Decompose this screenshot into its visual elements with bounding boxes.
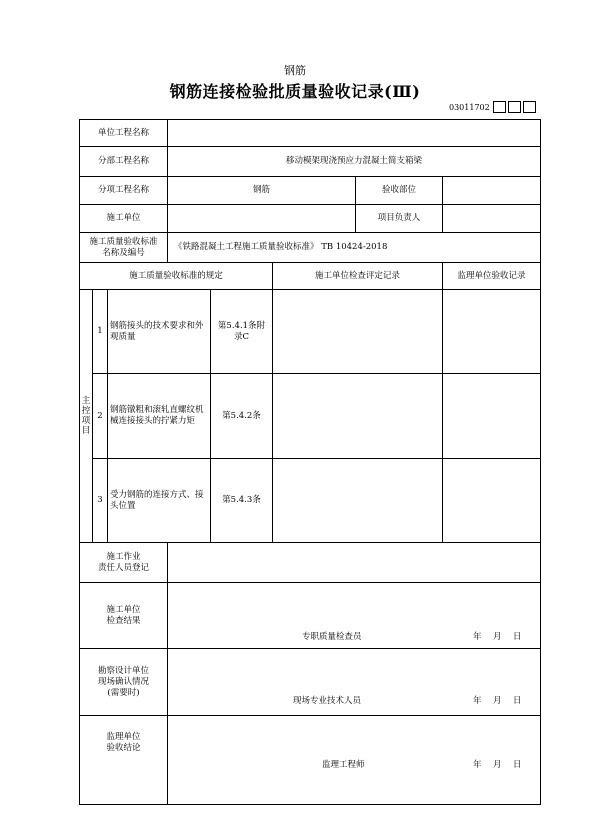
division-label: 分部工程名称 <box>97 156 149 166</box>
check-result-label <box>80 583 167 648</box>
column-header-construction-check: 施工单位检查评定记录 <box>314 270 400 281</box>
item-3-supervision-cell[interactable] <box>443 459 540 542</box>
crew-label-line1: 施工作业 <box>106 551 141 562</box>
standard-field[interactable]: 《铁路混凝土工程施工质量验收标准》 TB 10424-2018 <box>174 242 388 252</box>
column-header-supervision: 监理单位验收记录 <box>457 270 526 281</box>
supervision-date-year: 年 <box>473 759 482 770</box>
check-result-date-year: 年 <box>473 631 482 642</box>
crew-field[interactable] <box>168 543 540 582</box>
division-field[interactable]: 移动模架现浇预应力混凝土简支箱梁 <box>285 156 422 166</box>
item-1-description: 钢筋接头的技术要求和外观质量 <box>110 320 204 342</box>
crew-label-line2: 责任人员登记 <box>97 562 149 573</box>
column-header-spec: 施工质量验收标准的规定 <box>129 270 223 281</box>
supervision-date-month: 月 <box>493 759 502 770</box>
supervision-label-line1: 监理单位 <box>106 732 141 742</box>
construction-unit-label: 施工单位 <box>106 213 141 223</box>
survey-label <box>80 649 167 715</box>
form-code: 03011702 <box>449 103 490 112</box>
item-3-description: 受力钢筋的连接方式、接头位置 <box>110 489 204 511</box>
item-1-construction-check-cell[interactable] <box>273 290 442 373</box>
survey-date-year: 年 <box>473 695 482 706</box>
standard-label-line1: 施工质量验收标准 <box>89 236 158 247</box>
item-2-description: 钢筋镦粗和滚轧直螺纹机械连接接头的拧紧力矩 <box>110 405 204 426</box>
check-result-field[interactable] <box>168 583 540 629</box>
item-3-number: 3 <box>97 495 103 505</box>
supervision-date-day: 日 <box>513 759 522 770</box>
code-box-1[interactable] <box>493 101 506 113</box>
standard-label-line2: 名称及编号 <box>102 247 145 258</box>
survey-date-day: 日 <box>513 695 522 706</box>
item-1-supervision-cell[interactable] <box>443 290 540 373</box>
item-1-number: 1 <box>97 326 103 336</box>
check-result-date-month: 月 <box>493 631 502 642</box>
subdivision-label: 分项工程名称 <box>97 185 149 195</box>
check-result-date-day: 日 <box>513 631 522 642</box>
project-manager-label: 项目负责人 <box>377 213 421 223</box>
unit-project-field[interactable] <box>168 120 540 146</box>
supervision-field[interactable] <box>168 716 540 756</box>
item-3-clause: 第5.4.3条 <box>222 495 261 505</box>
subdivision-field[interactable]: 钢筋 <box>252 185 270 195</box>
item-1-clause: 第5.4.1条附录C <box>217 320 266 342</box>
item-3-construction-check-cell[interactable] <box>273 459 442 542</box>
check-result-label-line1: 施工单位 <box>106 604 141 615</box>
code-box-2[interactable] <box>508 101 521 113</box>
check-result-signer-label: 专职质量检查员 <box>302 631 362 642</box>
item-2-clause: 第5.4.2条 <box>222 410 261 421</box>
crew-label <box>80 543 167 582</box>
survey-label-line1: 勘察设计单位 <box>97 665 149 676</box>
item-2-number: 2 <box>97 410 103 421</box>
survey-label-line2: 现场确认情况 <box>97 676 149 687</box>
survey-date-month: 月 <box>493 695 502 706</box>
acceptance-part-label: 验收部位 <box>381 185 416 195</box>
supervision-label-line2: 验收结论 <box>106 743 141 753</box>
unit-project-label: 单位工程名称 <box>97 127 149 138</box>
main-control-label: 主控项目 <box>81 396 91 436</box>
acceptance-part-field[interactable] <box>443 177 540 204</box>
survey-label-line3: (需要时) <box>107 687 140 698</box>
supervision-signer-label: 监理工程师 <box>322 759 365 770</box>
project-manager-field[interactable] <box>443 205 540 232</box>
code-box-3[interactable] <box>523 101 536 113</box>
page-subtitle: 钢筋 <box>284 64 306 77</box>
construction-unit-field[interactable] <box>168 205 355 232</box>
check-result-label-line2: 检查结果 <box>106 615 141 626</box>
standard-label <box>80 233 167 262</box>
supervision-label <box>80 716 167 770</box>
item-2-construction-check-cell[interactable] <box>273 374 442 458</box>
survey-signer-label: 现场专业技术人员 <box>293 695 362 706</box>
item-2-supervision-cell[interactable] <box>443 374 540 458</box>
survey-field[interactable] <box>168 649 540 693</box>
page-title: 钢筋连接检验批质量验收记录(Ⅲ) <box>169 82 421 101</box>
